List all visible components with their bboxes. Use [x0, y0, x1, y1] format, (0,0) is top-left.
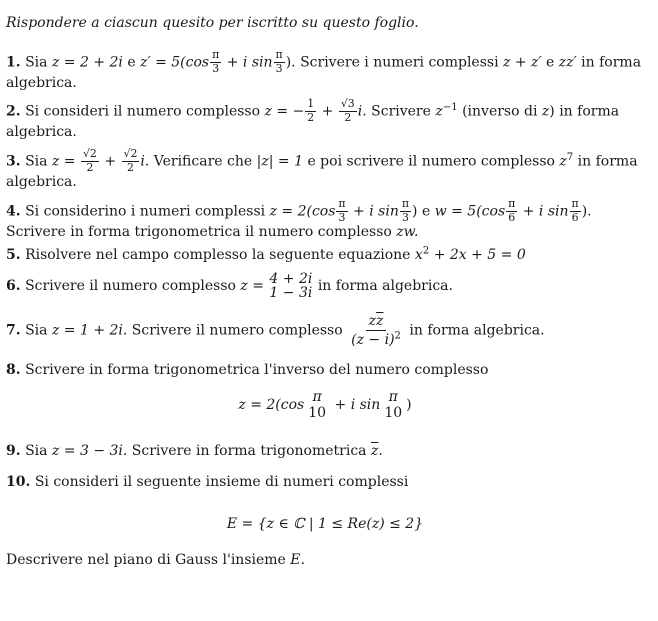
q7-fraction: $\frac{z\overline{z}}{(z - i)^2}$	[351, 313, 401, 348]
question-8: 8. Scrivere in forma trigonometrica l'inverso del numero complesso	[6, 362, 489, 378]
q10-instruction: Descrivere nel piano di Gauss l'insieme E.	[6, 552, 305, 568]
question-1: 1. Sia z = 2 + 2i e z′ = 5(cos $\frac{\pi}{3}$ + i sin $\frac{\pi}{3}$ ). Scrivere i numeri complessi z + z′ e zz′ in forma algebrica.	[6, 48, 642, 91]
question-9: 9. Sia z = 3 − 3i. Scrivere in forma trigonometrica $\overline{z}$.	[6, 443, 383, 459]
q1-frac-a: $\frac{\pi}{3}$	[212, 48, 220, 75]
q10-set-formula: E = {z ∈ ℂ | 1 ≤ Re(z) ≤ 2}	[226, 516, 424, 532]
q2-number: 2.	[6, 103, 21, 120]
intro-text: Rispondere a ciascun quesito per iscritto su questo foglio.	[6, 15, 419, 31]
question-2: 2. Si consideri il numero complesso z = − $\frac{1}{2}$ + $\frac{√3}{2}$ i. Scrivere $z^{-1}$ (inverso di z) in forma algebrica.	[6, 97, 620, 140]
q7-number: 7.	[6, 322, 21, 339]
q3-number: 3.	[6, 153, 21, 170]
question-7: 7. Sia z = 1 + 2i. Scrivere il numero complesso $\frac{z\overline{z}}{(z - i)^2}$ in forma algebrica.	[6, 313, 545, 348]
question-3: 3. Sia z = $\frac{√2}{2}$ + $\frac{√2}{2}$ i. Verificare che |z| = 1 e poi scrivere il numero complesso $z^7$ in forma algebrica.	[6, 147, 638, 190]
question-4: 4. Si considerino i numeri complessi z = 2(cos $\frac{\pi}{3}$ + i sin $\frac{\pi}{3}$ ) e w = 5(cos $\frac{\pi}{6}$ + i sin $\frac{\pi}{6}$ ). Scrivere in forma trigonometrica il numero complesso zw.	[6, 197, 592, 240]
q6-number: 6.	[6, 278, 21, 294]
q8-number: 8.	[6, 362, 21, 378]
question-5: 5. Risolvere nel campo complesso la seguente equazione $x^2 + 2x + 5 = 0$	[6, 245, 526, 263]
q1-number: 1.	[6, 54, 21, 71]
q10-number: 10.	[6, 474, 31, 490]
q5-number: 5.	[6, 247, 21, 263]
q9-number: 9.	[6, 443, 21, 459]
q1-frac-b: $\frac{\pi}{3}$	[275, 48, 283, 75]
q6-fraction: 4 + 2i 1 − 3i	[269, 271, 313, 301]
q8-formula: z = 2(cos π 10 + i sin π 10 )	[238, 389, 412, 421]
question-6: 6. Scrivere il numero complesso z = 4 + 2i 1 − 3i in forma algebrica.	[6, 271, 453, 301]
question-10: 10. Si consideri il seguente insieme di numeri complessi	[6, 474, 409, 490]
q4-number: 4.	[6, 203, 21, 220]
q1-z: z = 2 + 2i	[51, 54, 123, 71]
